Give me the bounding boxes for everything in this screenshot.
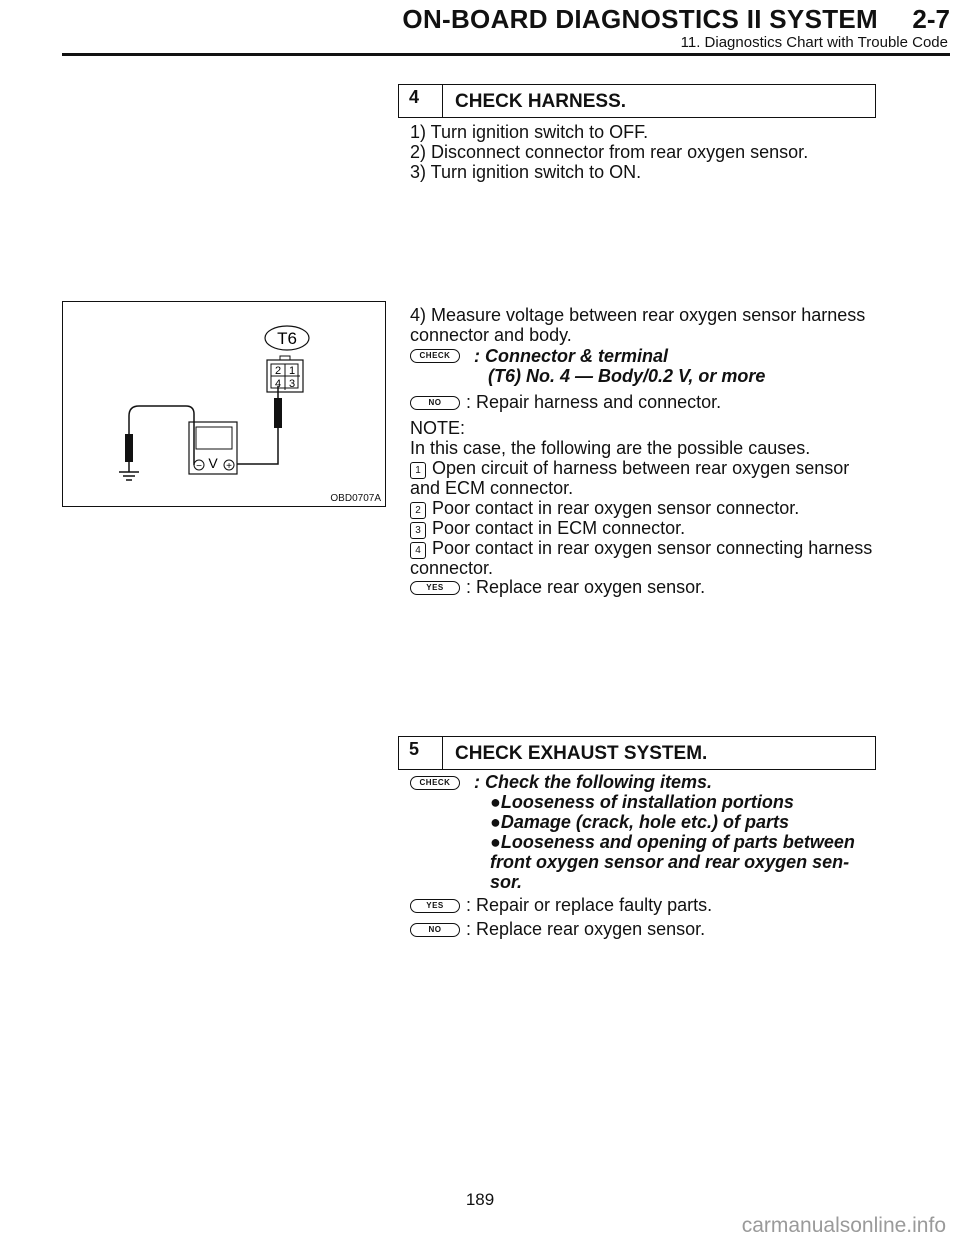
svg-text:+: + (226, 461, 232, 472)
cause-2 (410, 498, 882, 519)
pin-2: 2 (274, 365, 282, 377)
cause-4-number-icon: 4 (410, 542, 426, 559)
yes-tag-icon: YES (410, 581, 460, 595)
cause-3-number-icon: 3 (410, 522, 426, 539)
voltmeter-symbol: V (208, 455, 218, 471)
note-label: NOTE: (410, 418, 466, 438)
pin-1: 1 (288, 365, 296, 377)
probe-positive (274, 398, 282, 428)
step-5-number: 5 (399, 737, 443, 769)
voltmeter-diagram (63, 302, 385, 506)
yes-tag-icon: YES (410, 899, 460, 913)
check-tag-icon: CHECK (410, 349, 460, 363)
step-4-instruction-1: 1) Turn ignition switch to OFF. (410, 122, 649, 142)
step-4-instruction-2: 2) Disconnect connector from rear oxygen sensor. (410, 142, 809, 162)
bullet-icon: ● (490, 832, 501, 852)
step-5-check-text: : Check the following items. (474, 772, 713, 792)
page-number: 189 (465, 1190, 495, 1209)
step-4-no-text: : Repair harness and connector. (466, 392, 722, 412)
wiring-figure (62, 301, 386, 507)
section-number: 2-7 (912, 4, 950, 34)
step-5-yes-text: : Repair or replace faulty parts. (466, 895, 713, 915)
figure-code: OBD0707A (330, 493, 381, 504)
bullet-icon: ● (490, 792, 501, 812)
step-5-no-text: : Replace rear oxygen sensor. (466, 919, 706, 939)
cause-4-cont: connector. (410, 558, 494, 578)
step-4-check-line-1: : Connector & terminal (474, 346, 669, 366)
cause-1-number-icon: 1 (410, 462, 426, 479)
step-4-instruction-3: 3) Turn ignition switch to ON. (410, 162, 642, 182)
connector-label: T6 (277, 329, 297, 348)
step-4-title: CHECK HARNESS. (455, 91, 627, 112)
note-intro: In this case, the following are the possible causes. (410, 438, 811, 458)
svg-text:−: − (196, 461, 202, 472)
step-5-header (398, 736, 876, 770)
voltmeter-display (196, 427, 232, 449)
watermark: carmanualsonline.info (741, 1214, 946, 1237)
step-5-item-3-cont-2: sor. (490, 872, 523, 892)
pin-4: 4 (274, 378, 282, 390)
step-4-header (398, 84, 876, 118)
cause-1 (410, 458, 882, 479)
cause-1-cont: and ECM connector. (410, 478, 574, 498)
probe-negative (125, 434, 133, 462)
cause-4-text: Poor contact in rear oxygen sensor connecting harness (432, 538, 873, 558)
no-tag-icon: NO (410, 396, 460, 410)
step-5-item-3: ●Looseness and opening of parts between (490, 832, 855, 852)
bullet-icon: ● (490, 812, 501, 832)
step-5-item-2: ●Damage (crack, hole etc.) of parts (490, 812, 789, 832)
cause-4 (410, 538, 882, 559)
cause-2-text: Poor contact in rear oxygen sensor connector. (432, 498, 800, 518)
step-5-title: CHECK EXHAUST SYSTEM. (455, 743, 708, 764)
step-5-item-3-cont-1: front oxygen sensor and rear oxygen sen- (490, 852, 850, 872)
header-rule (62, 53, 950, 56)
step-5-item-1: ●Looseness of installation portions (490, 792, 794, 812)
header-title: ON-BOARD DIAGNOSTICS II SYSTEM (402, 4, 878, 34)
cause-3 (410, 518, 882, 539)
cause-1-text: Open circuit of harness between rear oxygen sensor (432, 458, 850, 478)
step-4-yes-text: : Replace rear oxygen sensor. (466, 577, 706, 597)
negative-lead (129, 406, 194, 465)
positive-lead (235, 428, 278, 464)
step-4-number: 4 (399, 85, 443, 117)
cause-2-number-icon: 2 (410, 502, 426, 519)
step-4-check-line-2: (T6) No. 4 — Body/0.2 V, or more (488, 366, 766, 386)
no-tag-icon: NO (410, 923, 460, 937)
cause-3-text: Poor contact in ECM connector. (432, 518, 686, 538)
step-4-instruction-4: 4) Measure voltage between rear oxygen sensor harness connector and body. (410, 305, 866, 345)
pin-3: 3 (288, 378, 296, 390)
check-tag-icon: CHECK (410, 776, 460, 790)
header-subtitle: 11. Diagnostics Chart with Trouble Code (680, 34, 948, 51)
